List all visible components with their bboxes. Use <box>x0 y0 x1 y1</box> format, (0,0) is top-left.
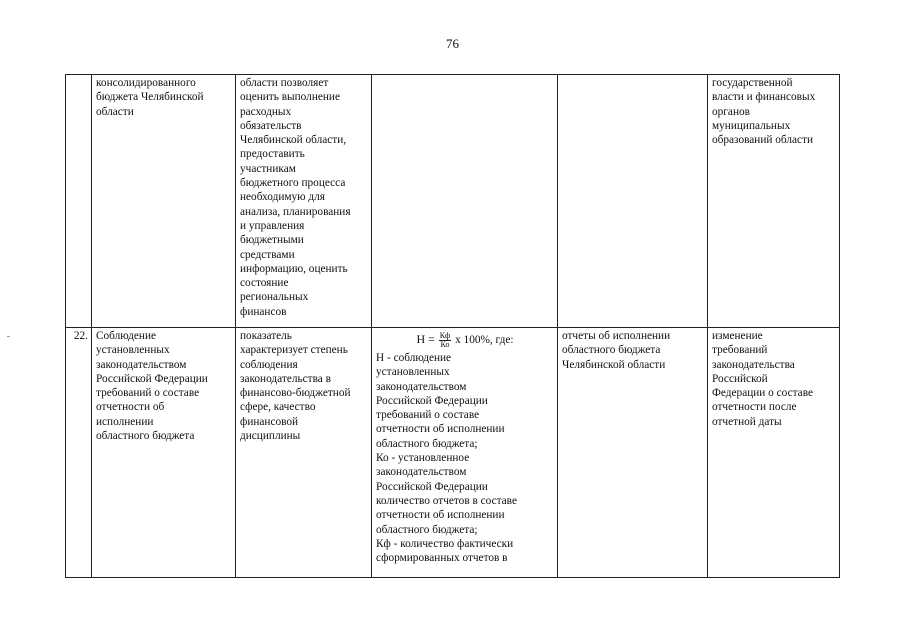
row-number-cell: 22. <box>66 328 92 578</box>
text-line: отчетности об исполнении <box>376 509 505 522</box>
page-number: 76 <box>446 36 459 51</box>
formula-lhs: Н = <box>416 332 435 347</box>
margin-mark <box>7 336 10 337</box>
data-source-cell <box>558 328 708 578</box>
text-line: бюджетными <box>240 234 304 247</box>
text-line: сфере, качество <box>240 401 316 414</box>
text-line: и управления <box>240 219 305 232</box>
text-line: необходимую для <box>240 191 326 204</box>
text-line: характеризует степень <box>240 344 348 357</box>
text-line: исполнении <box>96 415 154 428</box>
text-line: законодательства <box>712 358 795 371</box>
text-line: сформированных отчетов в <box>376 552 508 565</box>
text-line: власти и финансовых <box>712 91 816 104</box>
text-line: требований <box>712 344 768 357</box>
calculation-method-cell <box>372 75 558 328</box>
text-line: анализа, планирования <box>240 205 351 218</box>
text-line: Челябинской области, <box>240 134 347 147</box>
text-line: областного бюджета; <box>376 437 478 450</box>
text-line: консолидированного <box>96 77 196 89</box>
text-line: дисциплины <box>240 430 301 443</box>
text-line: отчетности об <box>96 401 165 414</box>
text-line: состояние <box>240 277 289 290</box>
text-line: отчетной даты <box>712 415 782 428</box>
text-line: законодательства в <box>240 372 331 385</box>
text-line: бюджета Челябинской <box>96 91 204 104</box>
text-line: региональных <box>240 291 309 304</box>
calculation-method-cell <box>372 328 558 578</box>
text-line: требований о составе <box>376 409 480 422</box>
formula-fraction <box>439 332 452 349</box>
text-line: областного бюджета <box>96 430 195 443</box>
text-line: оценить выполнение <box>240 91 340 104</box>
text-line: областного бюджета <box>562 344 661 357</box>
indicator-description-cell <box>236 75 372 328</box>
text-line: областного бюджета; <box>376 523 478 536</box>
text-line: средствами <box>240 248 295 261</box>
text-line: отчеты об исполнении <box>562 330 671 342</box>
text-line: отчетности после <box>712 401 797 414</box>
text-line: Кф - количество фактически <box>376 537 514 550</box>
text-line: информацию, оценить <box>240 262 348 275</box>
text-line: соблюдения <box>240 358 298 371</box>
text-line: законодательством <box>96 358 187 371</box>
text-line: финансово-бюджетной <box>240 387 351 400</box>
text-line: финансов <box>240 305 287 318</box>
text-line: Российской <box>712 372 768 385</box>
text-line: Челябинской области <box>562 358 666 371</box>
formula-rhs: х 100%, где: <box>455 334 514 347</box>
text-line: установленных <box>96 344 170 357</box>
text-line: расходных <box>240 105 292 118</box>
text-line: участникам <box>240 162 296 175</box>
row-number-cell <box>66 75 92 328</box>
text-line: обязательств <box>240 119 302 132</box>
text-line: области позволяет <box>240 77 329 89</box>
text-line: Соблюдение <box>96 330 157 342</box>
formula-legend <box>376 351 554 565</box>
indicator-description-cell <box>236 328 372 578</box>
indicator-name-cell <box>92 328 236 578</box>
text-line: образований области <box>712 134 814 147</box>
text-line: финансовой <box>240 415 299 428</box>
formula-numerator: Кф <box>439 331 451 340</box>
indicator-table <box>65 74 840 578</box>
text-line: показатель <box>240 330 292 342</box>
note-cell <box>708 328 840 578</box>
formula <box>376 332 554 349</box>
text-line: установленных <box>376 366 450 379</box>
data-source-cell <box>558 75 708 328</box>
formula-denominator: Ко <box>440 340 450 349</box>
table-row <box>66 75 840 328</box>
text-line: законодательством <box>376 466 467 479</box>
text-line: области <box>96 105 134 118</box>
text-line: Н - соблюдение <box>376 352 452 364</box>
table-row <box>66 328 840 578</box>
indicator-name-cell <box>92 75 236 328</box>
text-line: Российской Федерации <box>376 480 488 493</box>
text-line: отчетности об исполнении <box>376 423 505 436</box>
text-line: органов <box>712 105 750 118</box>
text-line: требований о составе <box>96 387 200 400</box>
text-line: Российской Федерации <box>96 372 208 385</box>
text-line: государственной <box>712 77 793 89</box>
text-line: бюджетного процесса <box>240 177 346 190</box>
text-line: количество отчетов в составе <box>376 494 517 507</box>
text-line: законодательством <box>376 380 467 393</box>
text-line: Ко - установленное <box>376 452 470 465</box>
text-line: Федерации о составе <box>712 387 813 400</box>
text-line: Российской Федерации <box>376 394 488 407</box>
text-line: муниципальных <box>712 119 791 132</box>
text-line: предоставить <box>240 148 305 161</box>
text-line: изменение <box>712 330 763 342</box>
note-cell <box>708 75 840 328</box>
